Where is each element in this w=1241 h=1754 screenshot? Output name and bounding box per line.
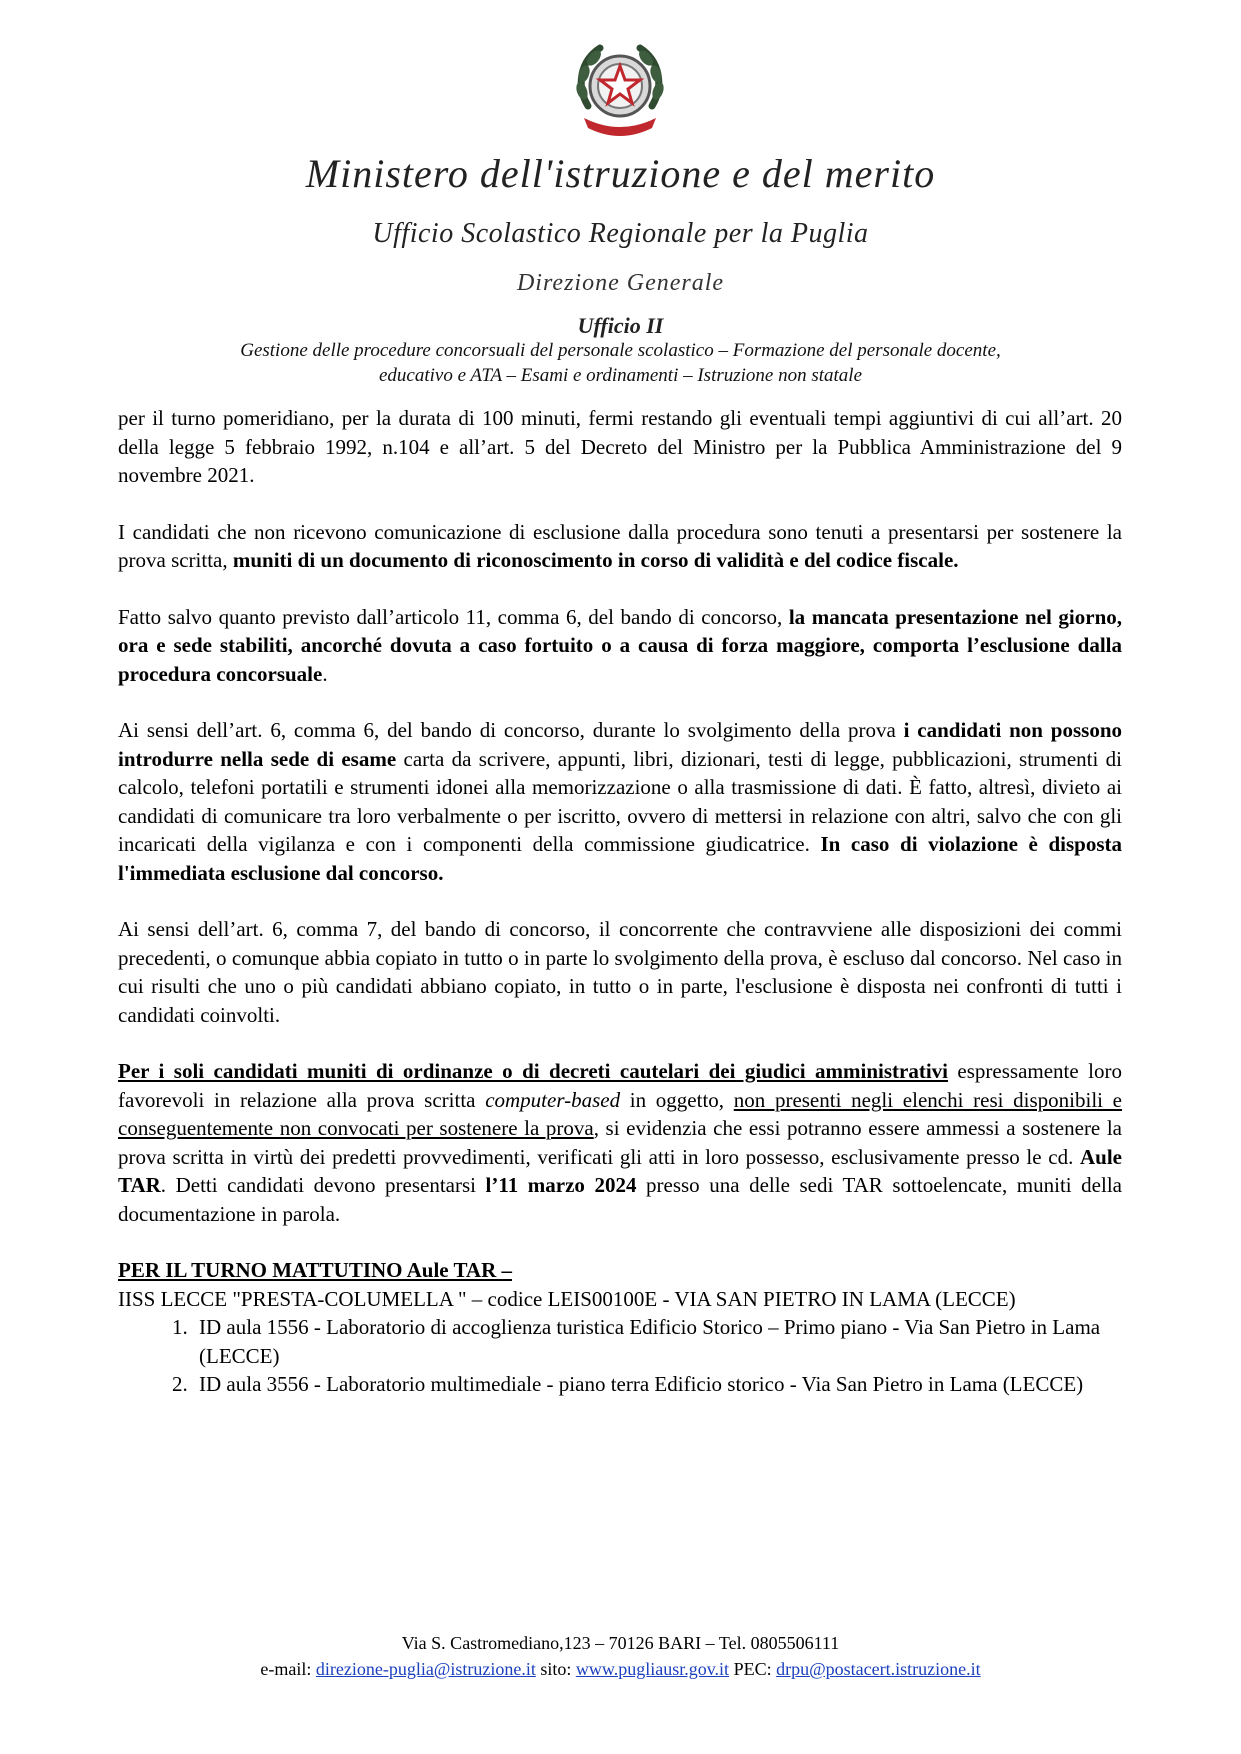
text-run-italic: computer-based	[485, 1087, 621, 1112]
text-run: , si evidenzia che essi potranno essere ammessi a sostenere la prova scritta in virtù dei predetti provvedimenti, verificati gli atti in loro possesso, esclusivamente presso le cd.	[118, 1116, 1123, 1169]
list-item: 2. ID aula 3556 - Laboratorio multimediale - piano terra Edificio storico - Via San Pietro in Lama (LECCE)	[193, 1370, 1122, 1399]
school-name: IISS LECCE "PRESTA-COLUMELLA " – codice LEIS00100E - VIA SAN PIETRO IN LAMA (LECCE)	[118, 1286, 1016, 1311]
footer-contacts	[0, 1656, 1241, 1682]
site-link[interactable]: www.pugliausr.gov.it	[575, 1659, 730, 1679]
text-run: espressamente loro favorevoli in relazione alla prova scritta	[118, 1059, 1122, 1112]
text-run: presso una delle sedi TAR sottoelencate, muniti della documentazione in parola.	[118, 1173, 1122, 1226]
text-run: in oggetto,	[620, 1087, 734, 1112]
text-run: .	[322, 661, 328, 686]
text-run-underlined: non presenti negli elenchi resi disponibili e conseguentemente non convocati per sostenere la prova	[118, 1087, 1123, 1140]
office-name: Ufficio II	[577, 313, 664, 338]
paragraph-prohibitions	[118, 716, 1122, 887]
paragraph-absence	[118, 603, 1122, 689]
office-description-line-2: educativo e ATA – Esami e ordinamenti – Istruzione non statale	[378, 365, 863, 386]
ministry-name: Ministero dell'istruzione e del merito	[305, 151, 936, 196]
site-label: sito:	[535, 1659, 576, 1679]
text-run-bold: la mancata presentazione nel giorno, ora e sede stabiliti, ancorché dovuta a caso fortuito o a causa di forza maggiore, comporta l’esclusione dalla procedura concorsuale	[118, 604, 1122, 686]
footer	[0, 1630, 1241, 1682]
pec-label: PEC:	[729, 1659, 777, 1679]
text-run: carta da scrivere, appunti, libri, dizionari, testi di legge, pubblicazioni, strumenti di calcolo, telefoni portatili e strumenti idonei alla memorizzazione o alla trasmissione di dati. È fatto, altresì, divieto ai candidati di comunicare tra loro verbalmente o per iscritto, ovvero di mettersi in relazione con altri, salvo che con gli incaricati della vigilanza e con i componenti della commissione giudicatrice.	[118, 746, 1122, 856]
text-run-bold: muniti di un documento di riconoscimento in corso di validità e del codice fiscale.	[232, 548, 959, 572]
text-run-bold: In caso di violazione è disposta l'immediata esclusione dal concorso.	[118, 832, 1122, 885]
text-run: I candidati che non ricevono comunicazione di esclusione dalla procedura sono tenuti a presentarsi per sostenere la prova scritta,	[118, 519, 1122, 572]
text-run: Fatto salvo quanto previsto dall’articolo 11, comma 6, del bando di concorso,	[118, 604, 789, 629]
text-run-bold: i candidati non possono introdurre nella sede di esame	[118, 718, 1122, 771]
rooms-list	[118, 1313, 1122, 1399]
text-run-bold: Aule TAR	[118, 1144, 1122, 1197]
republic-emblem-icon	[570, 36, 670, 146]
list-item: 1. ID aula 1556 - Laboratorio di accoglienza turistica Edificio Storico – Primo piano - Via San Pietro in Lama (LECCE)	[193, 1313, 1122, 1370]
paragraph-tar	[118, 1057, 1122, 1228]
paragraph-copying: Ai sensi dell’art. 6, comma 7, del bando di concorso, il concorrente che contravviene alle disposizioni dei commi precedenti, o comunque abbia copiato in tutto o in parte lo svolgimento della prova, è escluso dal concorso. Nel caso in cui risulti che uno o più candidati abbiano copiato, in tutto o in parte, l'esclusione è disposta nei confronti di tutti i candidati coinvolti.	[118, 917, 1122, 1027]
office-description-line-1: Gestione delle procedure concorsuali del personale scolastico – Formazione del personale docente,	[240, 340, 1001, 361]
regional-office-name: Ufficio Scolastico Regionale per la Puglia	[372, 218, 869, 249]
footer-address: Via S. Castromediano,123 – 70126 BARI – Tel. 0805506111	[401, 1633, 840, 1653]
email-link[interactable]: direzione-puglia@istruzione.it	[315, 1659, 536, 1679]
email-label: e-mail:	[260, 1659, 316, 1679]
paragraph-documents	[118, 518, 1122, 575]
text-run: Ai sensi dell’art. 6, comma 6, del bando di concorso, durante lo svolgimento della prova	[118, 718, 904, 742]
pec-link[interactable]: drpu@postacert.istruzione.it	[776, 1659, 981, 1679]
text-run: . Detti candidati devono presentarsi	[160, 1173, 486, 1197]
paragraph-duration: per il turno pomeridiano, per la durata di 100 minuti, fermi restando gli eventuali tempi aggiuntivi di cui all’art. 20 della legge 5 febbraio 1992, n.104 e all’art. 5 del Decreto del Ministro per la Pubblica Amministrazione del 9 novembre 2021.	[118, 406, 1122, 487]
directorate-name: Direzione Generale	[516, 270, 725, 296]
text-run-bold: l’11 marzo 2024	[485, 1173, 637, 1197]
document-body	[118, 404, 1122, 1399]
text-run-bold-underlined: Per i soli candidati muniti di ordinanze o di decreti cautelari dei giudici amministrativi	[118, 1059, 948, 1083]
section-title: PER IL TURNO MATTUTINO Aule TAR –	[118, 1258, 513, 1282]
